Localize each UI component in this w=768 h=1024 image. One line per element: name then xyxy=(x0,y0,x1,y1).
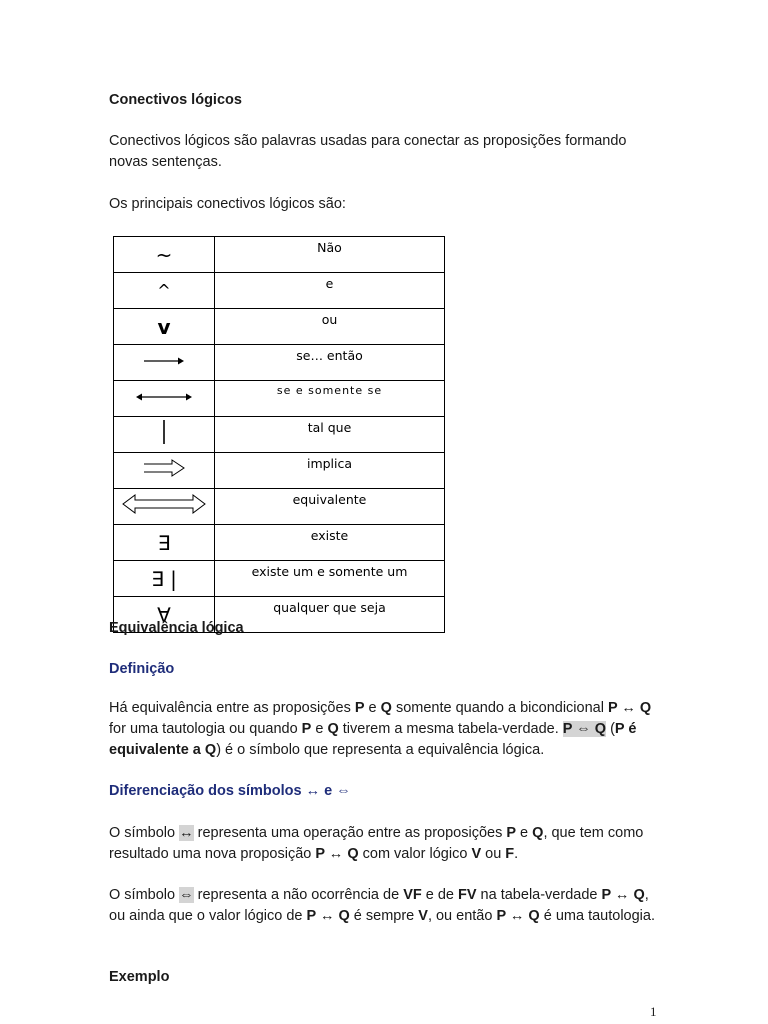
table-row xyxy=(114,417,445,453)
symbol-cell xyxy=(114,237,215,273)
text: e xyxy=(364,700,381,716)
table-row xyxy=(114,525,445,561)
definition-paragraph xyxy=(109,698,664,761)
name-cell: e xyxy=(215,273,445,309)
bicond-expr: P ↔ Q xyxy=(601,887,645,903)
table-row xyxy=(114,489,445,525)
list-intro: Os principais conectivos lógicos são: xyxy=(109,196,346,212)
diff-heading: Diferenciação dos símbolos ↔ e ⇔ xyxy=(109,783,351,799)
text: ou xyxy=(481,846,506,862)
symbol-cell xyxy=(114,417,215,453)
fv: FV xyxy=(458,887,477,903)
or-symbol: v xyxy=(157,314,171,339)
tilde-symbol: ~ xyxy=(155,242,173,267)
table-row xyxy=(114,273,445,309)
double-arrow-right-icon xyxy=(142,458,186,478)
bicond-paragraph xyxy=(109,823,664,865)
symbol-cell xyxy=(114,381,215,417)
example-heading: Exemplo xyxy=(109,969,170,985)
table-row xyxy=(114,345,445,381)
bicond-symbol: ↔ xyxy=(179,825,194,841)
name-cell: se… então xyxy=(215,345,445,381)
forall-symbol: ∀ xyxy=(157,602,171,627)
table-row xyxy=(114,453,445,489)
definition-heading: Definição xyxy=(109,661,175,677)
bicond-expr: P ↔ Q xyxy=(306,908,350,924)
name-cell: Não xyxy=(215,237,445,273)
text: O símbolo xyxy=(109,825,180,841)
text: é sempre xyxy=(349,908,419,924)
prop-p: P xyxy=(301,721,312,737)
text: O símbolo xyxy=(109,887,180,903)
equiv-meaning: P é equivalente a Q xyxy=(109,721,637,758)
text: na tabela-verdade xyxy=(476,887,602,903)
equiv-expr: P ⇔ Q xyxy=(562,721,607,737)
table-row xyxy=(114,561,445,597)
symbol-cell xyxy=(114,561,215,597)
caret-symbol: ^ xyxy=(157,280,171,300)
bicond-expr: P ↔ Q xyxy=(315,846,359,862)
text: representa uma operação entre as proposições xyxy=(193,825,507,841)
page-number: 1 xyxy=(650,1004,657,1019)
name-cell: ou xyxy=(215,309,445,345)
bar-icon xyxy=(159,419,169,445)
bicond-expr: P ↔ Q xyxy=(496,908,540,924)
arrow-right-icon xyxy=(142,355,186,367)
value-v: V xyxy=(418,908,428,924)
name-cell: equivalente xyxy=(215,489,445,525)
symbol-cell xyxy=(114,345,215,381)
connectives-table xyxy=(113,236,445,633)
equivalence-heading: Equivalência lógica xyxy=(109,620,244,636)
name-cell: implica xyxy=(215,453,445,489)
text: , ou ainda que o valor lógico de xyxy=(109,887,649,924)
text: , que tem como resultado uma nova proposição xyxy=(109,825,644,862)
prop-q: Q xyxy=(380,700,392,716)
text: e xyxy=(516,825,533,841)
equiv-paragraph xyxy=(109,885,664,927)
vf: VF xyxy=(403,887,422,903)
name-cell: se e somente se xyxy=(215,381,445,417)
text: ( xyxy=(606,721,615,737)
symbol-cell xyxy=(114,525,215,561)
text: é uma tautologia. xyxy=(539,908,655,924)
name-cell: qualquer que seja xyxy=(215,597,445,633)
double-arrow-both-icon xyxy=(121,493,207,515)
text: e de xyxy=(421,887,458,903)
table-row xyxy=(114,381,445,417)
prop-q: Q xyxy=(532,825,544,841)
text: e xyxy=(311,721,328,737)
section-title: Conectivos lógicos xyxy=(109,92,242,108)
value-v: V xyxy=(471,846,482,862)
name-cell: existe um e somente um xyxy=(215,561,445,597)
bicond-expr: P ↔ Q xyxy=(607,700,652,716)
text: , ou então xyxy=(427,908,497,924)
text: representa a não ocorrência de xyxy=(193,887,404,903)
symbol-cell xyxy=(114,453,215,489)
prop-p: P xyxy=(506,825,517,841)
exists-unique-symbol: ∃ | xyxy=(151,566,177,591)
intro-paragraph: Conectivos lógicos são palavras usadas para conectar as proposições formando novas sentenças. xyxy=(109,133,627,170)
name-cell: tal que xyxy=(215,417,445,453)
name-cell: existe xyxy=(215,525,445,561)
text: tiverem a mesma tabela-verdade. xyxy=(338,721,563,737)
text: for uma tautologia ou quando xyxy=(109,721,302,737)
value-f: F xyxy=(505,846,515,862)
prop-p: P xyxy=(354,700,365,716)
text: somente quando a bicondicional xyxy=(391,700,608,716)
symbol-cell xyxy=(114,489,215,525)
text: ) é o símbolo que representa a equivalência lógica. xyxy=(216,742,545,758)
symbol-cell xyxy=(114,309,215,345)
table-row xyxy=(114,309,445,345)
equiv-symbol: ⇔ xyxy=(179,887,194,903)
prop-q: Q xyxy=(327,721,339,737)
exists-symbol: ∃ xyxy=(157,530,171,555)
text: com valor lógico xyxy=(358,846,472,862)
text: Há equivalência entre as proposições xyxy=(109,700,355,716)
text: . xyxy=(514,846,519,862)
arrow-both-icon xyxy=(134,391,194,403)
symbol-cell xyxy=(114,273,215,309)
table-row xyxy=(114,237,445,273)
